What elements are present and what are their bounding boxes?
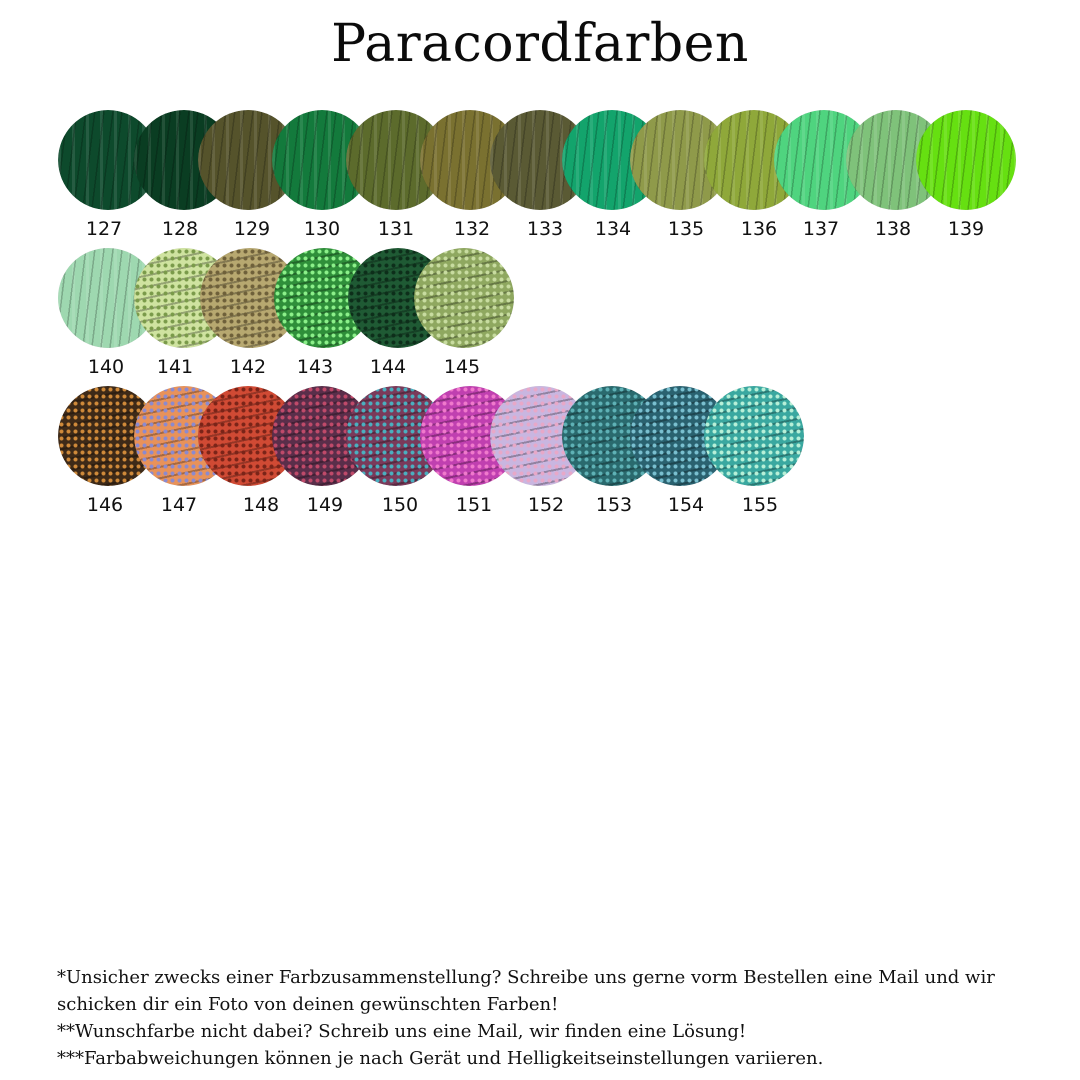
swatch-label: 150: [381, 494, 419, 516]
color-swatch-139[interactable]: [916, 110, 1016, 210]
swatch-label: 148: [242, 494, 280, 516]
swatch-label: 136: [740, 218, 778, 240]
swatch-row-3: [0, 386, 1080, 526]
swatch-label: 145: [443, 356, 481, 378]
swatch-row-1: [0, 110, 1080, 250]
swatch-label: 141: [156, 356, 194, 378]
swatch-texture: [414, 248, 514, 348]
note-1: *Unsicher zwecks einer Farbzusammenstellung? Schreibe uns gerne vorm Bestellen eine Mail und wir schicken dir ein Foto von deinen gewünschten Farben!: [57, 967, 995, 1015]
page-title: Paracordfarben: [331, 14, 749, 74]
swatch-label: 139: [947, 218, 985, 240]
swatch-texture: [916, 110, 1016, 210]
swatch-label: 134: [594, 218, 632, 240]
swatch-label: 127: [85, 218, 123, 240]
note-3: ***Farbabweichungen können je nach Gerät und Helligkeitseinstellungen variieren.: [57, 1048, 824, 1069]
swatch-texture: [704, 386, 804, 486]
swatch-label: 130: [303, 218, 341, 240]
swatch-label: 138: [874, 218, 912, 240]
swatch-label: 154: [667, 494, 705, 516]
swatch-label: 143: [296, 356, 334, 378]
swatch-label: 151: [455, 494, 493, 516]
swatch-label: 140: [87, 356, 125, 378]
swatch-label: 135: [667, 218, 705, 240]
swatch-label: 128: [161, 218, 199, 240]
swatch-label: 131: [377, 218, 415, 240]
color-swatch-145[interactable]: [414, 248, 514, 348]
notes: [57, 964, 1037, 1072]
swatch-label: 142: [229, 356, 267, 378]
swatch-label: 153: [595, 494, 633, 516]
swatch-label: 137: [802, 218, 840, 240]
swatch-label: 149: [306, 494, 344, 516]
swatch-label: 147: [160, 494, 198, 516]
swatch-label: 132: [453, 218, 491, 240]
swatch-label: 129: [233, 218, 271, 240]
swatch-row-2: [0, 248, 1080, 388]
color-swatch-155[interactable]: [704, 386, 804, 486]
swatch-label: 144: [369, 356, 407, 378]
swatch-label: 146: [86, 494, 124, 516]
note-2: **Wunschfarbe nicht dabei? Schreib uns eine Mail, wir finden eine Lösung!: [57, 1021, 747, 1042]
swatch-label: 152: [527, 494, 565, 516]
swatch-label: 155: [741, 494, 779, 516]
swatch-label: 133: [526, 218, 564, 240]
